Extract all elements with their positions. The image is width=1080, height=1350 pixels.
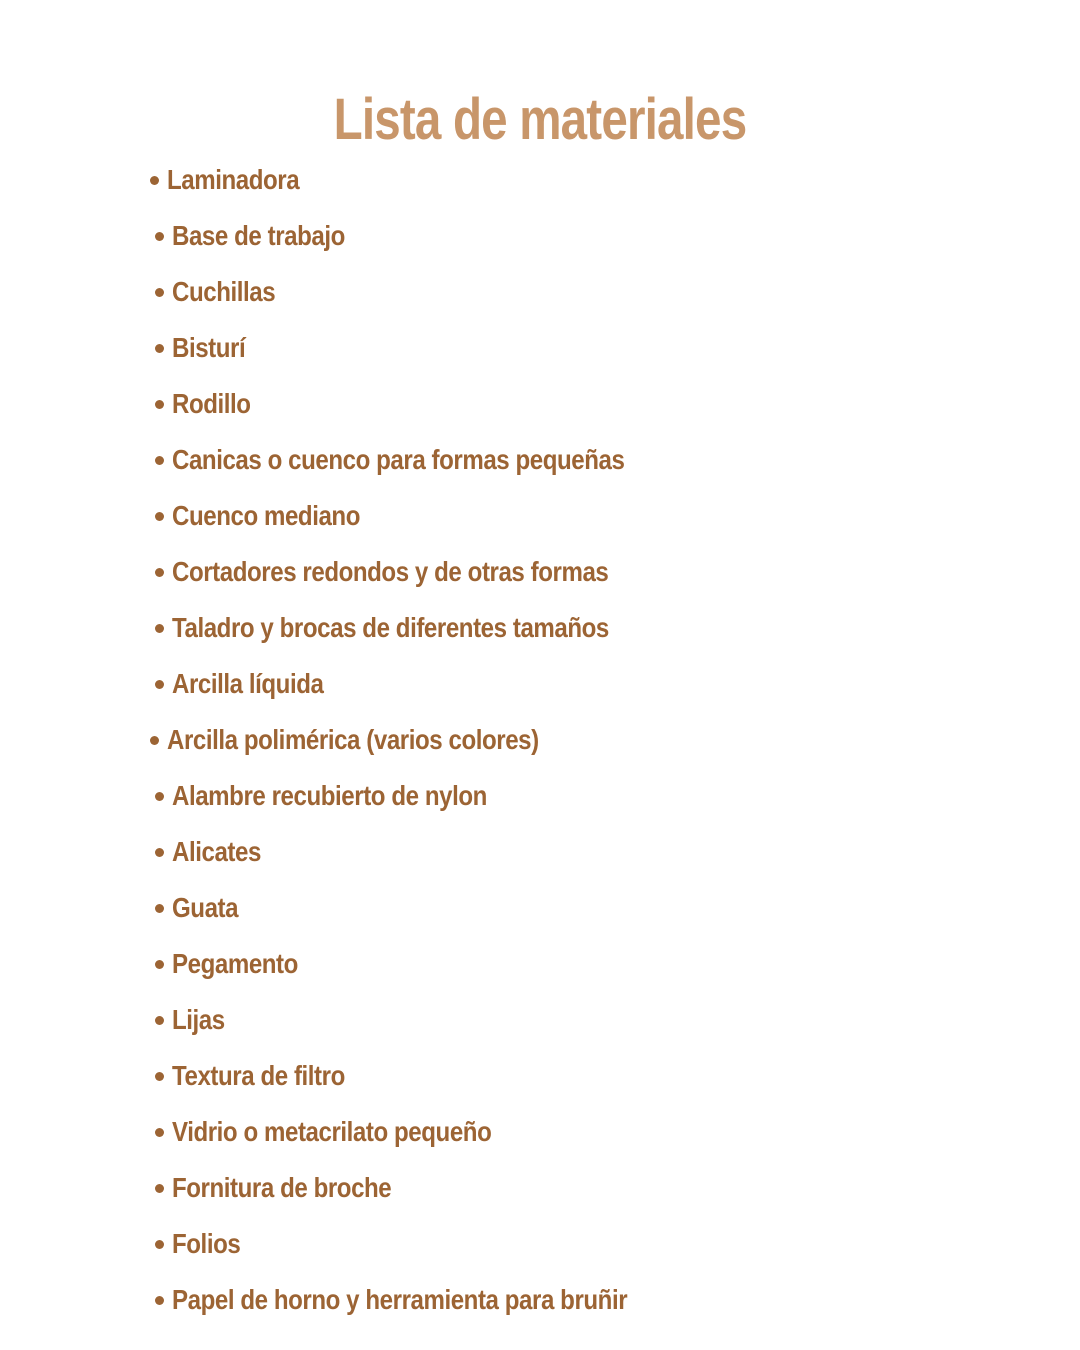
bullet-icon [155,904,164,913]
list-item [150,1160,701,1216]
bullet-icon [155,232,164,241]
list-item [150,544,701,600]
materials-list [150,152,701,1328]
bullet-icon [155,624,164,633]
list-item [150,488,701,544]
list-item [150,1104,701,1160]
list-item-text: Fornitura de broche [172,1172,392,1203]
bullet-icon [155,456,164,465]
list-item [150,264,701,320]
list-item-text: Canicas o cuenco para formas pequeñas [172,444,625,475]
list-item-text: Alicates [172,836,261,867]
list-item-text: Papel de horno y herramienta para bruñir [172,1284,628,1315]
bullet-icon [155,1016,164,1025]
list-item [150,768,701,824]
list-item-text: Base de trabajo [172,220,345,251]
bullet-icon [155,960,164,969]
bullet-icon [155,1240,164,1249]
list-item [150,152,701,208]
bullet-icon [155,288,164,297]
bullet-icon [155,1184,164,1193]
list-item [150,880,701,936]
list-item-text: Cortadores redondos y de otras formas [172,556,609,587]
list-item [150,432,701,488]
list-item-text: Cuchillas [172,276,276,307]
list-item [150,936,701,992]
list-item-text: Guata [172,892,239,923]
bullet-icon [155,680,164,689]
list-item [150,1048,701,1104]
bullet-icon [155,1296,164,1305]
list-item [150,656,701,712]
bullet-icon [155,568,164,577]
list-item-text: Pegamento [172,948,298,979]
list-item-text: Folios [172,1228,241,1259]
bullet-icon [155,400,164,409]
list-item [150,712,701,768]
list-item [150,320,701,376]
list-item [150,1272,701,1328]
list-item [150,208,701,264]
page-title: Lista de materiales [333,86,747,152]
list-item [150,376,701,432]
list-item-text: Rodillo [172,388,251,419]
list-item-text: Laminadora [167,164,300,195]
list-item [150,600,701,656]
bullet-icon [155,1128,164,1137]
list-item-text: Cuenco mediano [172,500,360,531]
bullet-icon [155,792,164,801]
list-item-text: Vidrio o metacrilato pequeño [172,1116,492,1147]
bullet-icon [155,512,164,521]
list-item [150,1216,701,1272]
list-item-text: Bisturí [172,332,246,363]
list-item-text: Arcilla polimérica (varios colores) [167,724,539,755]
list-item-text: Textura de filtro [172,1060,345,1091]
bullet-icon [155,344,164,353]
list-item-text: Alambre recubierto de nylon [172,780,487,811]
bullet-icon [155,1072,164,1081]
bullet-icon [155,848,164,857]
list-item [150,992,701,1048]
bullet-icon [150,176,159,185]
list-item-text: Taladro y brocas de diferentes tamaños [172,612,609,643]
list-item-text: Lijas [172,1004,225,1035]
bullet-icon [150,736,159,745]
list-item-text: Arcilla líquida [172,668,324,699]
list-item [150,824,701,880]
